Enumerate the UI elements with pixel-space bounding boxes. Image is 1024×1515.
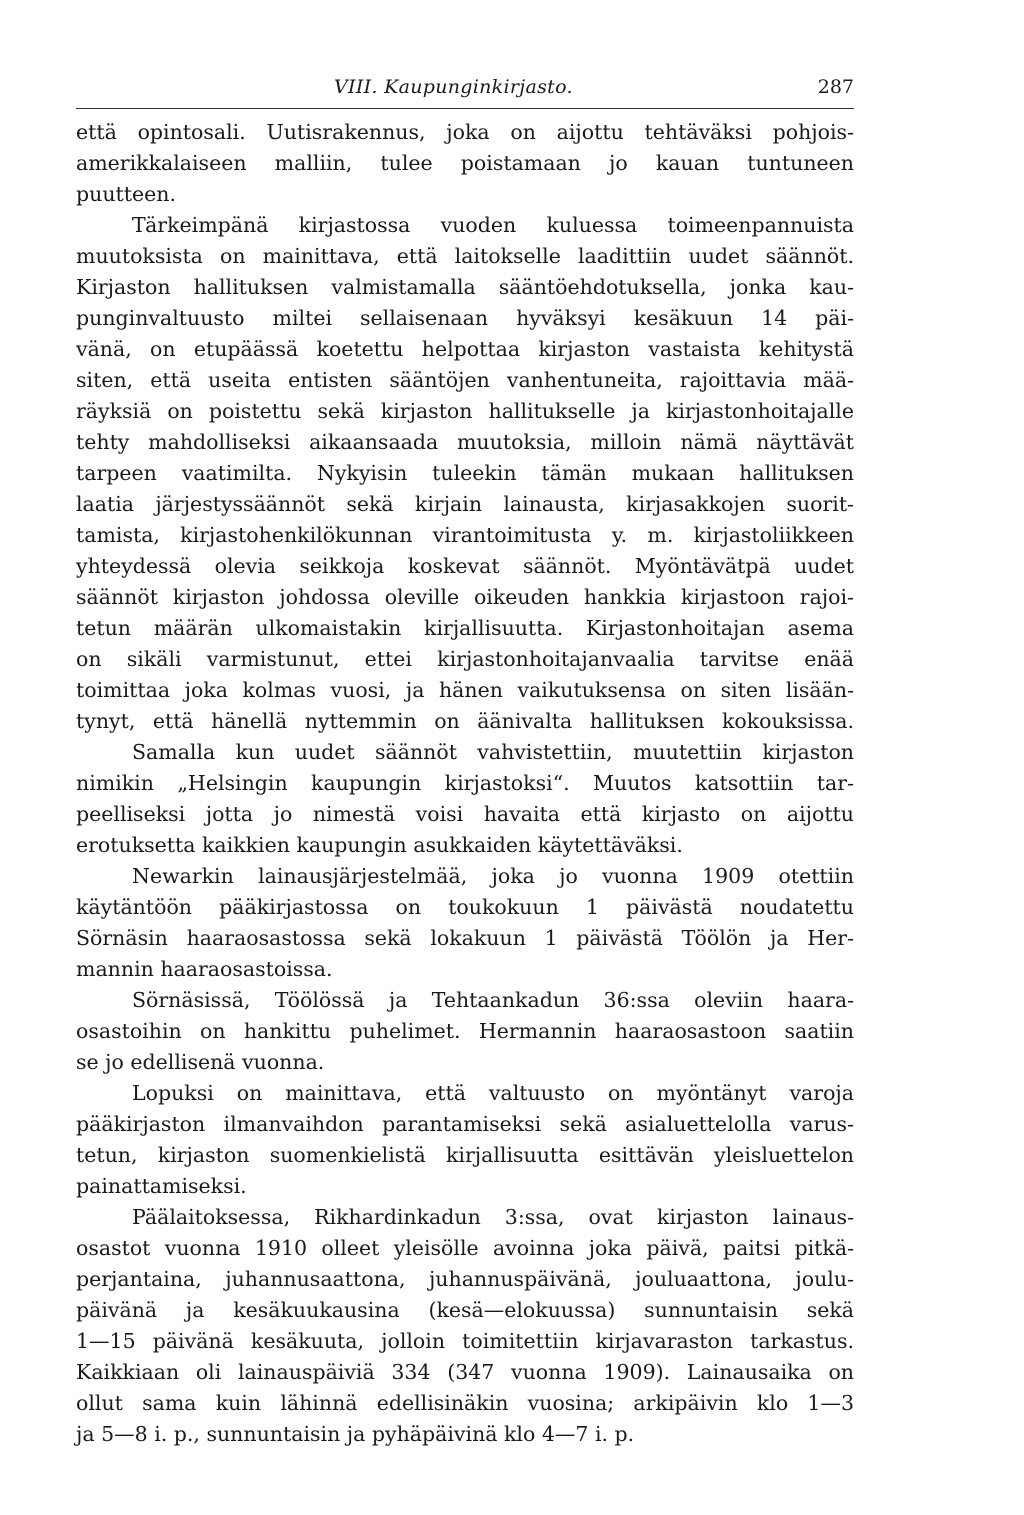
chapter-title: VIII. Kaupunginkirjasto. xyxy=(334,76,573,98)
text-line: mannin haaraosastoissa. xyxy=(76,957,333,981)
text-line: nimikin „Helsingin kaupungin kirjastoksi“. Muutos katsottiin tar- xyxy=(76,771,854,795)
text-line: tamista, kirjastohenkilökunnan virantoimitusta y. m. kirjastoliikkeen xyxy=(76,523,854,547)
text-line: tetun, kirjaston suomenkielistä kirjallisuutta esittävän yleisluettelon xyxy=(76,1143,854,1167)
text-line: että opintosali. Uutisrakennus, joka on aijottu tehtäväksi pohjois- xyxy=(76,120,854,144)
text-line: toimittaa joka kolmas vuosi, ja hänen vaikutuksensa on siten lisään- xyxy=(76,678,854,702)
text-line: peelliseksi jotta jo nimestä voisi havaita että kirjasto on aijottu xyxy=(76,802,854,826)
text-line: säännöt kirjaston johdossa oleville oikeuden hankkia kirjastoon rajoi- xyxy=(76,585,854,609)
text-line: osastot vuonna 1910 olleet yleisölle avoinna joka päivä, paitsi pitkä- xyxy=(76,1236,854,1260)
book-page xyxy=(76,72,854,1450)
text-line: Samalla kun uudet säännöt vahvistettiin, muutettiin kirjaston xyxy=(132,740,854,764)
text-line: osastoihin on hankittu puhelimet. Hermannin haaraosastoon saatiin xyxy=(76,1019,854,1043)
text-line: ja 5—8 i. p., sunnuntaisin ja pyhäpäivinä klo 4—7 i. p. xyxy=(76,1422,635,1446)
text-line: siten, että useita entisten sääntöjen vanhentuneita, rajoittavia mää- xyxy=(76,368,854,392)
text-line: puutteen. xyxy=(76,182,176,206)
text-line: vänä, on etupäässä koetettu helpottaa kirjaston vastaista kehitystä xyxy=(76,337,854,361)
text-line: päivänä ja kesäkuukausina (kesä—elokuussa) sunnuntaisin sekä xyxy=(76,1298,854,1322)
text-line: yhteydessä olevia seikkoja koskevat säännöt. Myöntävätpä uudet xyxy=(76,554,854,578)
running-head xyxy=(76,72,854,109)
text-line: käytäntöön pääkirjastossa on toukokuun 1 päivästä noudatettu xyxy=(76,895,854,919)
text-line: Lopuksi on mainittava, että valtuusto on myöntänyt varoja xyxy=(132,1081,854,1105)
text-line: punginvaltuusto miltei sellaisenaan hyväksyi kesäkuun 14 päi- xyxy=(76,306,854,330)
text-line: perjantaina, juhannusaattona, juhannuspäivänä, jouluaattona, joulu- xyxy=(76,1267,854,1291)
text-line: muutoksista on mainittava, että laitokselle laadittiin uudet säännöt. xyxy=(76,244,854,268)
text-line: Newarkin lainausjärjestelmää, joka jo vuonna 1909 otettiin xyxy=(132,864,854,888)
text-line: on sikäli varmistunut, ettei kirjastonhoitajanvaalia tarvitse enää xyxy=(76,647,854,671)
text-line: Tärkeimpänä kirjastossa vuoden kuluessa toimeenpannuista xyxy=(132,213,854,237)
text-line: Päälaitoksessa, Rikhardinkadun 3:ssa, ovat kirjaston lainaus- xyxy=(132,1205,854,1229)
text-line: Kirjaston hallituksen valmistamalla sääntöehdotuksella, jonka kau- xyxy=(76,275,854,299)
text-line: painattamiseksi. xyxy=(76,1174,247,1198)
text-line: laatia järjestyssäännöt sekä kirjain lainausta, kirjasakkojen suorit- xyxy=(76,492,854,516)
body-text xyxy=(76,117,854,1450)
text-line: se jo edellisenä vuonna. xyxy=(76,1050,325,1074)
text-line: tetun määrän ulkomaistakin kirjallisuutta. Kirjastonhoitajan asema xyxy=(76,616,854,640)
text-line: Sörnäsin haaraosastossa sekä lokakuun 1 päivästä Töölön ja Her- xyxy=(76,926,854,950)
page-number: 287 xyxy=(817,76,854,98)
text-line: Sörnäsissä, Töölössä ja Tehtaankadun 36:ssa oleviin haara- xyxy=(132,988,854,1012)
text-line: ollut sama kuin lähinnä edellisinäkin vuosina; arkipäivin klo 1—3 xyxy=(76,1391,854,1415)
text-line: Kaikkiaan oli lainauspäiviä 334 (347 vuonna 1909). Lainausaika on xyxy=(76,1360,854,1384)
text-line: tynyt, että hänellä nyttemmin on äänivalta hallituksen kokouksissa. xyxy=(76,709,854,733)
text-line: 1—15 päivänä kesäkuuta, jolloin toimitettiin kirjavaraston tarkastus. xyxy=(76,1329,854,1353)
text-line: räyksiä on poistettu sekä kirjaston hallitukselle ja kirjastonhoitajalle xyxy=(76,399,854,423)
text-line: tarpeen vaatimilta. Nykyisin tuleekin tämän mukaan hallituksen xyxy=(76,461,854,485)
text-line: tehty mahdolliseksi aikaansaada muutoksia, milloin nämä näyttävät xyxy=(76,430,854,454)
text-line: pääkirjaston ilmanvaihdon parantamiseksi sekä asialuettelolla varus- xyxy=(76,1112,854,1136)
text-line: amerikkalaiseen malliin, tulee poistamaan jo kauan tuntuneen xyxy=(76,151,854,175)
text-line: erotuksetta kaikkien kaupungin asukkaiden käytettäväksi. xyxy=(76,833,683,857)
